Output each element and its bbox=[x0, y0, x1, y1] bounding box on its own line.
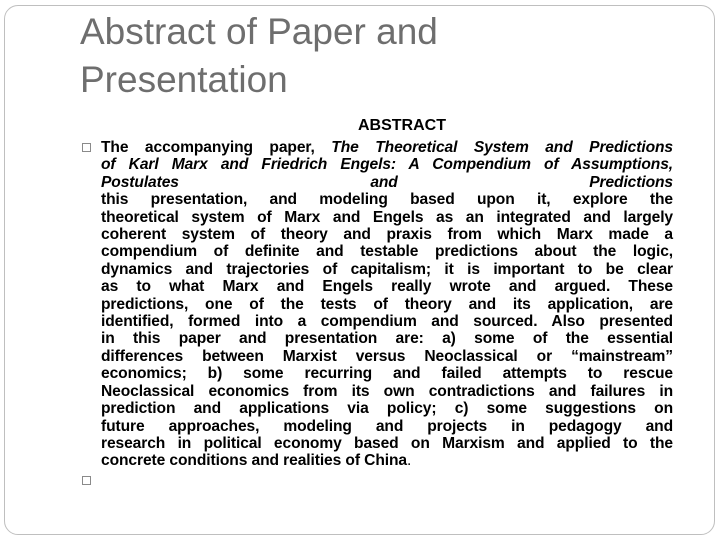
paragraph-line-3: Postulates and Predictions bbox=[101, 173, 674, 191]
bullet-square-icon-empty bbox=[82, 476, 91, 485]
paragraph-line: Neoclassical economics from its own contradictions and failures in bbox=[101, 382, 673, 400]
slide-title bbox=[80, 8, 438, 104]
paragraph-line-1: The accompanying paper, The Theoretical System and Predictions bbox=[101, 139, 673, 156]
paragraph-line: future approaches, modeling and projects in pedagogy and bbox=[101, 417, 673, 435]
paper-title-part-1: The Theoretical System and Predictions bbox=[331, 139, 673, 156]
abstract-heading: ABSTRACT bbox=[358, 117, 446, 134]
paragraph-line: identified, formed into a compendium and sourced. Also presented bbox=[101, 313, 673, 331]
bullet-square-icon bbox=[82, 143, 91, 152]
paragraph-last-line: concrete conditions and realities of China. bbox=[101, 452, 412, 470]
paragraph-line: differences between Marxist versus Neoclassical or “mainstream” bbox=[101, 347, 673, 365]
paragraph-line-2 bbox=[101, 156, 673, 173]
title-line-2: Presentation bbox=[80, 59, 288, 100]
paragraph-line: dynamics and trajectories of capitalism; it is important to be clear bbox=[101, 260, 673, 278]
paragraph-line: coherent system of theory and praxis from which Marx made a bbox=[101, 226, 673, 244]
abstract-paragraph bbox=[101, 139, 673, 470]
paragraph-line: research in political economy based on Marxism and applied to the bbox=[101, 434, 673, 452]
paragraph-line: compendium of definite and testable predictions about the logic, bbox=[101, 243, 673, 261]
paragraph-line: prediction and applications via policy; c) some suggestions on bbox=[101, 400, 673, 418]
paragraph-line: in this paper and presentation are: a) some of the essential bbox=[101, 330, 673, 348]
title-line-1: Abstract of Paper and bbox=[80, 11, 438, 52]
paragraph-line: as to what Marx and Engels really wrote and argued. These bbox=[101, 278, 673, 296]
paragraph-line: theoretical system of Marx and Engels as an integrated and largely bbox=[101, 208, 673, 226]
paragraph-line: predictions, one of the tests of theory and its application, are bbox=[101, 295, 673, 313]
paper-title-part-2: of Karl Marx and Friedrich Engels: A Compendium of Assumptions, bbox=[101, 156, 673, 174]
paragraph-line: economics; b) some recurring and failed attempts to rescue bbox=[101, 365, 673, 383]
paragraph-line: this presentation, and modeling based upon it, explore the bbox=[101, 191, 673, 209]
